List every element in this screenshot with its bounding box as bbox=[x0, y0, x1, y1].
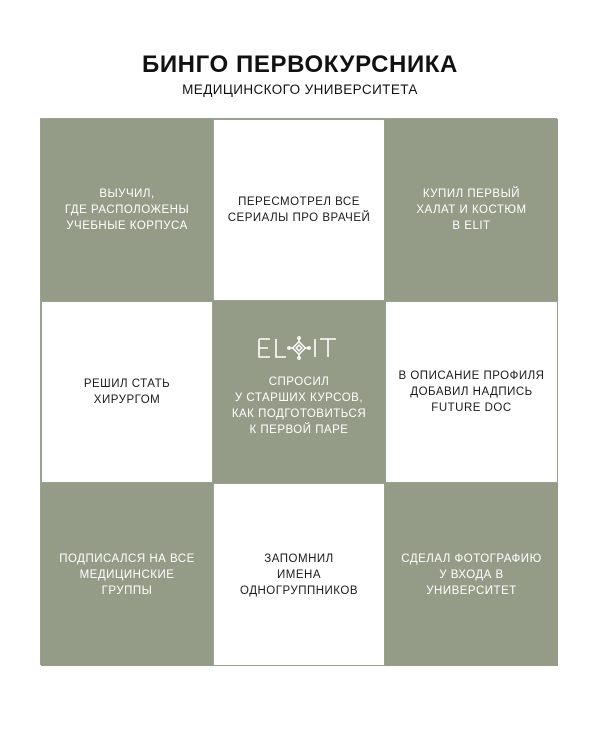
ornament-knot-icon bbox=[288, 337, 310, 359]
bingo-cell-7[interactable] bbox=[41, 483, 213, 666]
elit-logo bbox=[257, 336, 341, 360]
bingo-cell-4[interactable] bbox=[41, 301, 213, 483]
elit-logo-icon bbox=[257, 336, 341, 360]
bingo-cell-3[interactable] bbox=[385, 119, 558, 301]
page-title: БИНГО ПЕРВОКУРСНИКА bbox=[141, 51, 458, 78]
bingo-cell-text: ВЫУЧИЛ, ГДЕ РАСПОЛОЖЕНЫ УЧЕБНЫЕ КОРПУСА bbox=[64, 188, 190, 232]
bingo-cell-text: ПЕРЕСМОТРЕЛ ВСЕ СЕРИАЛЫ ПРО ВРАЧЕЙ bbox=[227, 196, 371, 224]
bingo-cell-8[interactable] bbox=[213, 483, 385, 666]
bingo-cell-text: РЕШИЛ СТАТЬ ХИРУРГОМ bbox=[83, 378, 171, 406]
bingo-cell-9[interactable] bbox=[385, 483, 558, 666]
bingo-cell-2[interactable] bbox=[213, 119, 385, 301]
bingo-grid bbox=[40, 118, 557, 665]
bingo-cell-1[interactable] bbox=[41, 119, 213, 301]
page-subtitle: МЕДИЦИНСКОГО УНИВЕРСИТЕТА bbox=[182, 82, 418, 97]
bingo-cell-text: СДЕЛАЛ ФОТОГРАФИЮ У ВХОДА В УНИВЕРСИТЕТ bbox=[401, 552, 542, 597]
bingo-cell-5-center[interactable] bbox=[213, 301, 385, 483]
bingo-cell-text: СПРОСИЛ У СТАРШИХ КУРСОВ, КАК ПОДГОТОВИТЬСЯ К ПЕРВОЙ ПАРЕ bbox=[231, 376, 367, 436]
bingo-cell-text: ЗАПОМНИЛ ИМЕНА ОДНОГРУППНИКОВ bbox=[240, 552, 358, 597]
bingo-cell-text: В ОПИСАНИЕ ПРОФИЛЯ ДОБАВИЛ НАДПИСЬ FUTURE DOC bbox=[398, 370, 545, 414]
bingo-cell-6[interactable] bbox=[385, 301, 558, 483]
bingo-cell-text: ПОДПИСАЛСЯ НА ВСЕ МЕДИЦИНСКИЕ ГРУППЫ bbox=[59, 552, 195, 597]
bingo-cell-text: КУПИЛ ПЕРВЫЙ ХАЛАТ И КОСТЮМ В ELIT bbox=[416, 188, 527, 232]
